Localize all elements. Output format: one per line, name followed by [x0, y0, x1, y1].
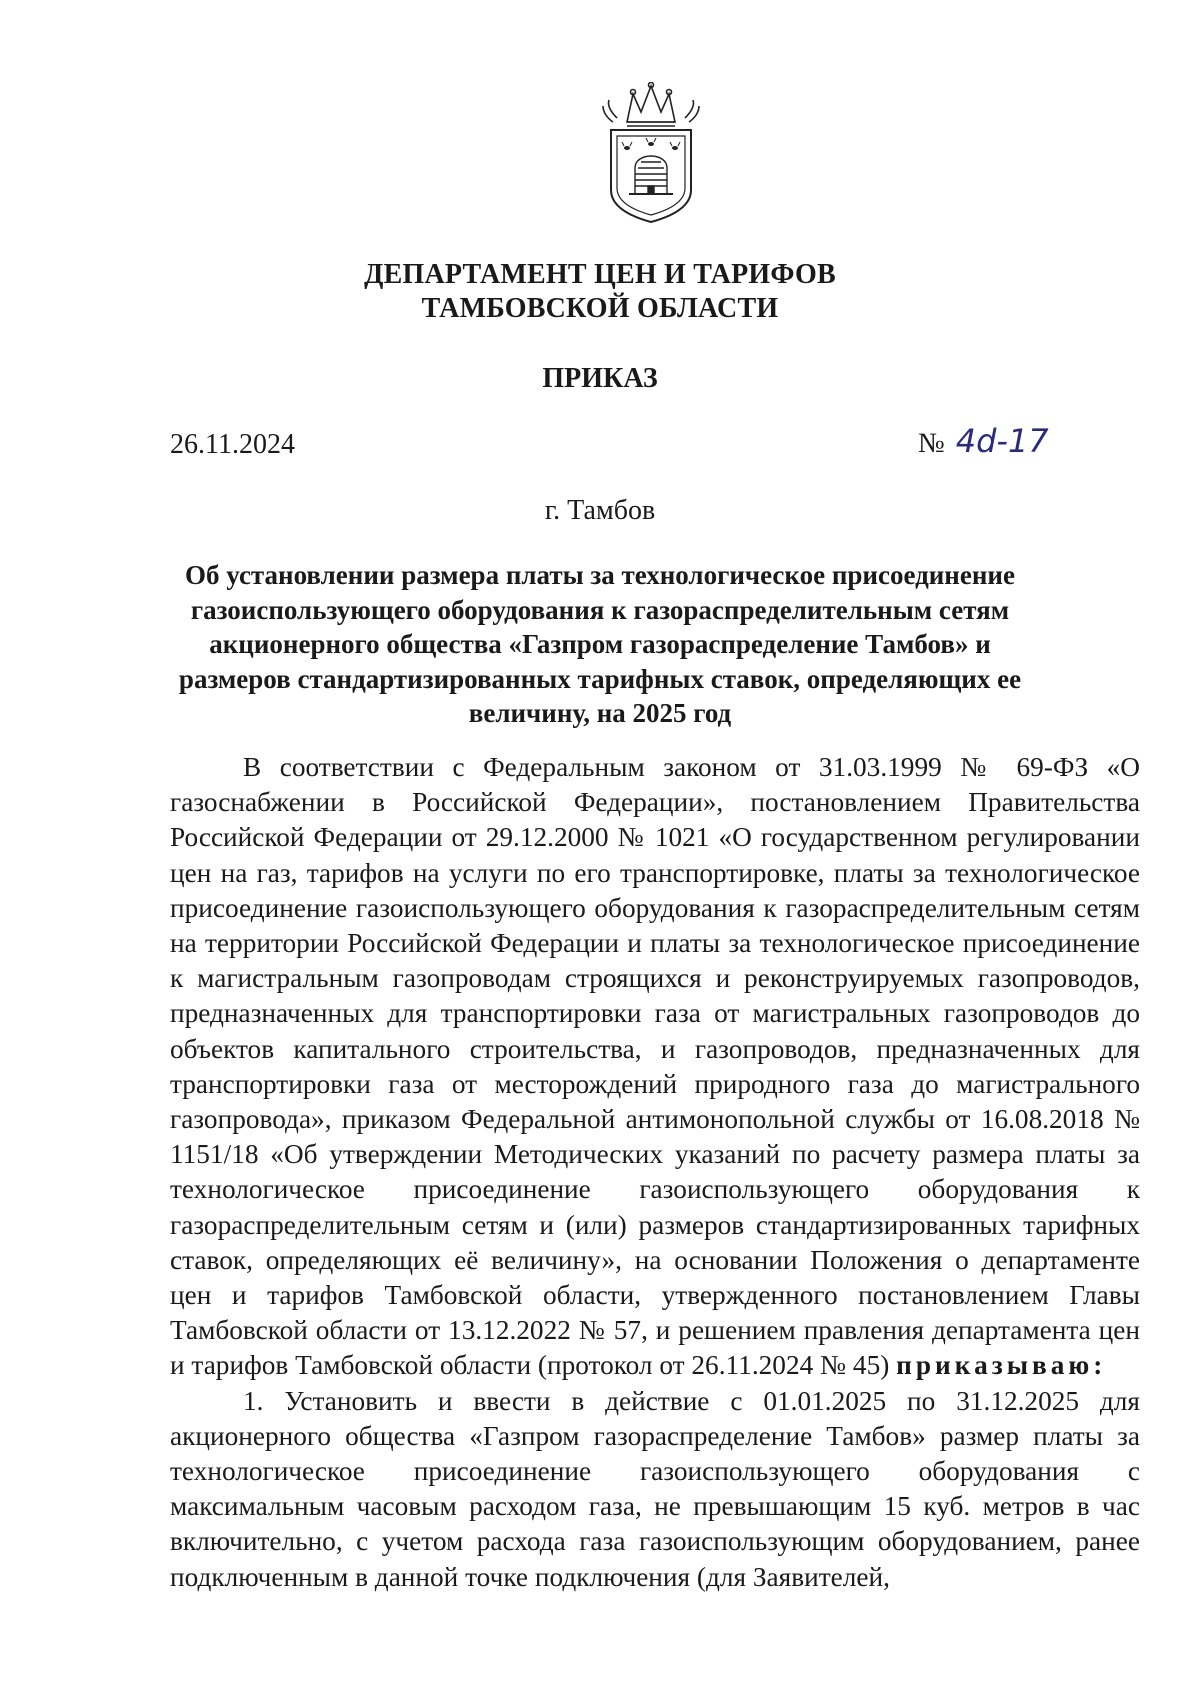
preamble-text: В соответствии с Федеральным законом от 31.03.1999 № 69-ФЗ «О газоснабжении в Российской Федерации», постановлением Правительства Российской Федерации от 29.12.2000 № 1021 «О государственном регулировании цен на газ, тарифов на услуги по его транспортировке, платы за технологическое присоединение газоиспользующего оборудования к газораспределительным сетям на территории Российской Федерации и платы за технологическое присоединение к магистральным газопроводам строящихся и реконструируемых газопроводов, предназначенных для транспортировки газа от магистральных газопроводов до объектов капитального строительства, и газопроводов, предназначенных для транспортировки газа от месторождений природного газа до магистрального газопровода», приказом Федеральной антимонопольной службы от 16.08.2018 № 1151/18 «Об утверждении Методических указаний по расчету размера платы за технологическое присоединение газоиспользующего оборудования к газораспределительным сетям и (или) размеров стандартизированных тарифных ставок, определяющих её величину», на основании Положения о департаменте цен и тарифов Тамбовской области, утвержденного постановлением Главы Тамбовской области от 13.12.2022 № 57, и решением правления департамента цен и тарифов Тамбовской области (протокол от 26.11.2024 № 45): [170, 752, 1140, 1381]
document-type: ПРИКАЗ: [542, 363, 658, 394]
coat-of-arms-icon: [597, 82, 705, 224]
order-word: приказываю: [896, 1350, 1094, 1381]
document-date: 26.11.2024: [170, 429, 295, 460]
order-colon: :: [1093, 1350, 1103, 1381]
number-prefix: №: [918, 428, 945, 459]
document-number: [918, 424, 1049, 461]
department-line-2: ТАМБОВСКОЙ ОБЛАСТИ: [421, 293, 779, 324]
handwritten-number: 4d-17: [955, 422, 1049, 460]
department-name: [0, 258, 1200, 326]
paragraph-preamble: [170, 750, 1140, 1384]
paragraph-item-1: 1. Установить и ввести в действие с 01.01.2025 по 31.12.2025 для акционерного общества «Газпром газораспределение Тамбов» размер платы за технологическое присоединение газоиспользующего оборудования с максимальным часовым расходом газа, не превышающим 15 куб. метров в час включительно, с учетом расхода газа газоиспользующим оборудованием, ранее подключенным в данной точке подключения (для Заявителей,: [170, 1385, 1140, 1592]
department-line-1: ДЕПАРТАМЕНТ ЦЕН И ТАРИФОВ: [364, 259, 836, 290]
document-city: г. Тамбов: [544, 495, 656, 526]
document-title: Об установлении размера платы за технологическое присоединение газоиспользующего оборудования к газораспределительным сетям акционерного общества «Газпром газораспределение Тамбов» и размеров стандартизированных тарифных ставок, определяющих ее величину, на 2025 год: [178, 560, 1022, 728]
coat-of-arms-emblem: [597, 82, 705, 224]
document-body: [170, 750, 1140, 1595]
